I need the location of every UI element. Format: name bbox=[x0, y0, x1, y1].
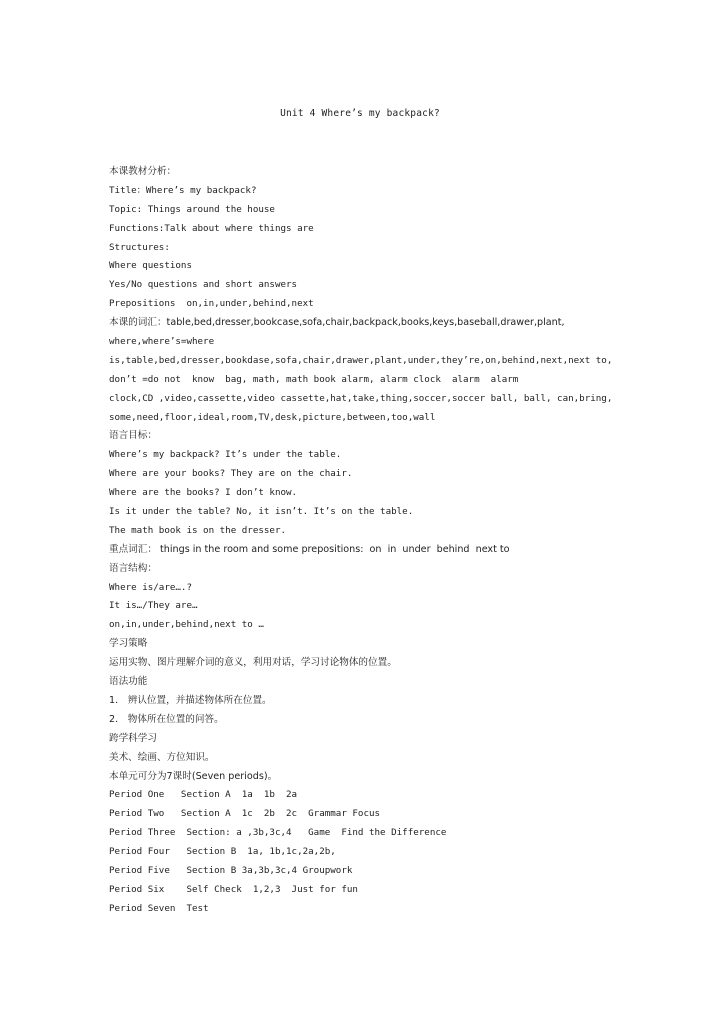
text-line: 学习策略 bbox=[109, 638, 148, 650]
text-line: clock,CD ,video,cassette,video cassette,hat,take,thing,soccer,soccer ball, ball, can,bring, bbox=[109, 392, 613, 404]
text-line: is,table,bed,dresser,bookdase,sofa,chair,drawer,plant,under,they’re,on,behind,next,next to, bbox=[109, 354, 613, 366]
text-line: Period Two Section A 1c 2b 2c Grammar Focus bbox=[109, 808, 381, 820]
text-line: 本课的词汇：table,bed,dresser,bookcase,sofa,chair,backpack,books,keys,baseball,drawer,plant, bbox=[109, 317, 565, 329]
text-line: The math book is on the dresser. bbox=[109, 524, 287, 536]
text-line: 运用实物、图片理解介词的意义，利用对话，学习讨论物体的位置。 bbox=[109, 657, 397, 669]
text-line: 跨学科学习 bbox=[109, 732, 157, 744]
text-line: It is…/They are… bbox=[109, 600, 198, 612]
text-line: on,in,under,behind,next to … bbox=[109, 619, 264, 631]
text-line: Period Four Section B 1a, 1b,1c,2a,2b, bbox=[109, 846, 336, 858]
text-line: 本单元可分为7课时(Seven periods)。 bbox=[109, 770, 278, 782]
text-line: Period One Section A 1a 1b 2a bbox=[109, 789, 298, 801]
text-line: Period Five Section B 3a,3b,3c,4 Groupwork bbox=[109, 864, 353, 876]
text-line: some,need,floor,ideal,room,TV,desk,picture,between,too,wall bbox=[109, 411, 436, 423]
text-line: Yes/No questions and short answers bbox=[109, 279, 298, 291]
text-line: 1． 辨认位置，并描述物体所在位置。 bbox=[109, 694, 272, 706]
text-line: Period Six Self Check 1,2,3 Just for fun bbox=[109, 883, 358, 895]
text-line: 美术、绘画、方位知识。 bbox=[109, 751, 215, 763]
text-line: Functions:Talk about where things are bbox=[109, 222, 314, 234]
text-line: Where are the books? I don’t know. bbox=[109, 487, 298, 499]
text-line: 语法功能 bbox=[109, 676, 148, 688]
document-title: Unit 4 Where’s my backpack? bbox=[280, 108, 440, 119]
text-line: Is it under the table? No, it isn’t. It’s on the table. bbox=[109, 506, 414, 518]
text-line: don’t =do not know bag, math, math book alarm, alarm clock alarm alarm bbox=[109, 373, 519, 385]
text-line: Period Seven Test bbox=[109, 902, 209, 914]
text-line: Prepositions on,in,under,behind,next bbox=[109, 298, 314, 310]
text-line: 语言结构： bbox=[109, 562, 157, 574]
text-line: Topic: Things around the house bbox=[109, 203, 275, 215]
text-line: 本课教材分析： bbox=[109, 166, 177, 177]
text-line: Where is/are….? bbox=[109, 581, 192, 593]
text-line: Title：Where’s my backpack? bbox=[109, 184, 257, 196]
text-line: Where questions bbox=[109, 260, 192, 272]
text-line: 重点词汇： things in the room and some prepositions: on in under behind next to bbox=[109, 543, 510, 555]
text-line: Where are your books? They are on the chair. bbox=[109, 468, 353, 480]
text-line: Structures: bbox=[109, 241, 170, 253]
text-line: where,where’s=where bbox=[109, 336, 215, 348]
text-line: Period Three Section: a ,3b,3c,4 Game Find the Difference bbox=[109, 827, 447, 839]
document-body bbox=[109, 163, 619, 919]
text-line: 2． 物体所在位置的问答。 bbox=[109, 713, 224, 725]
text-line: Where’s my backpack? It’s under the table. bbox=[109, 449, 342, 461]
text-line: 语言目标： bbox=[109, 430, 157, 442]
